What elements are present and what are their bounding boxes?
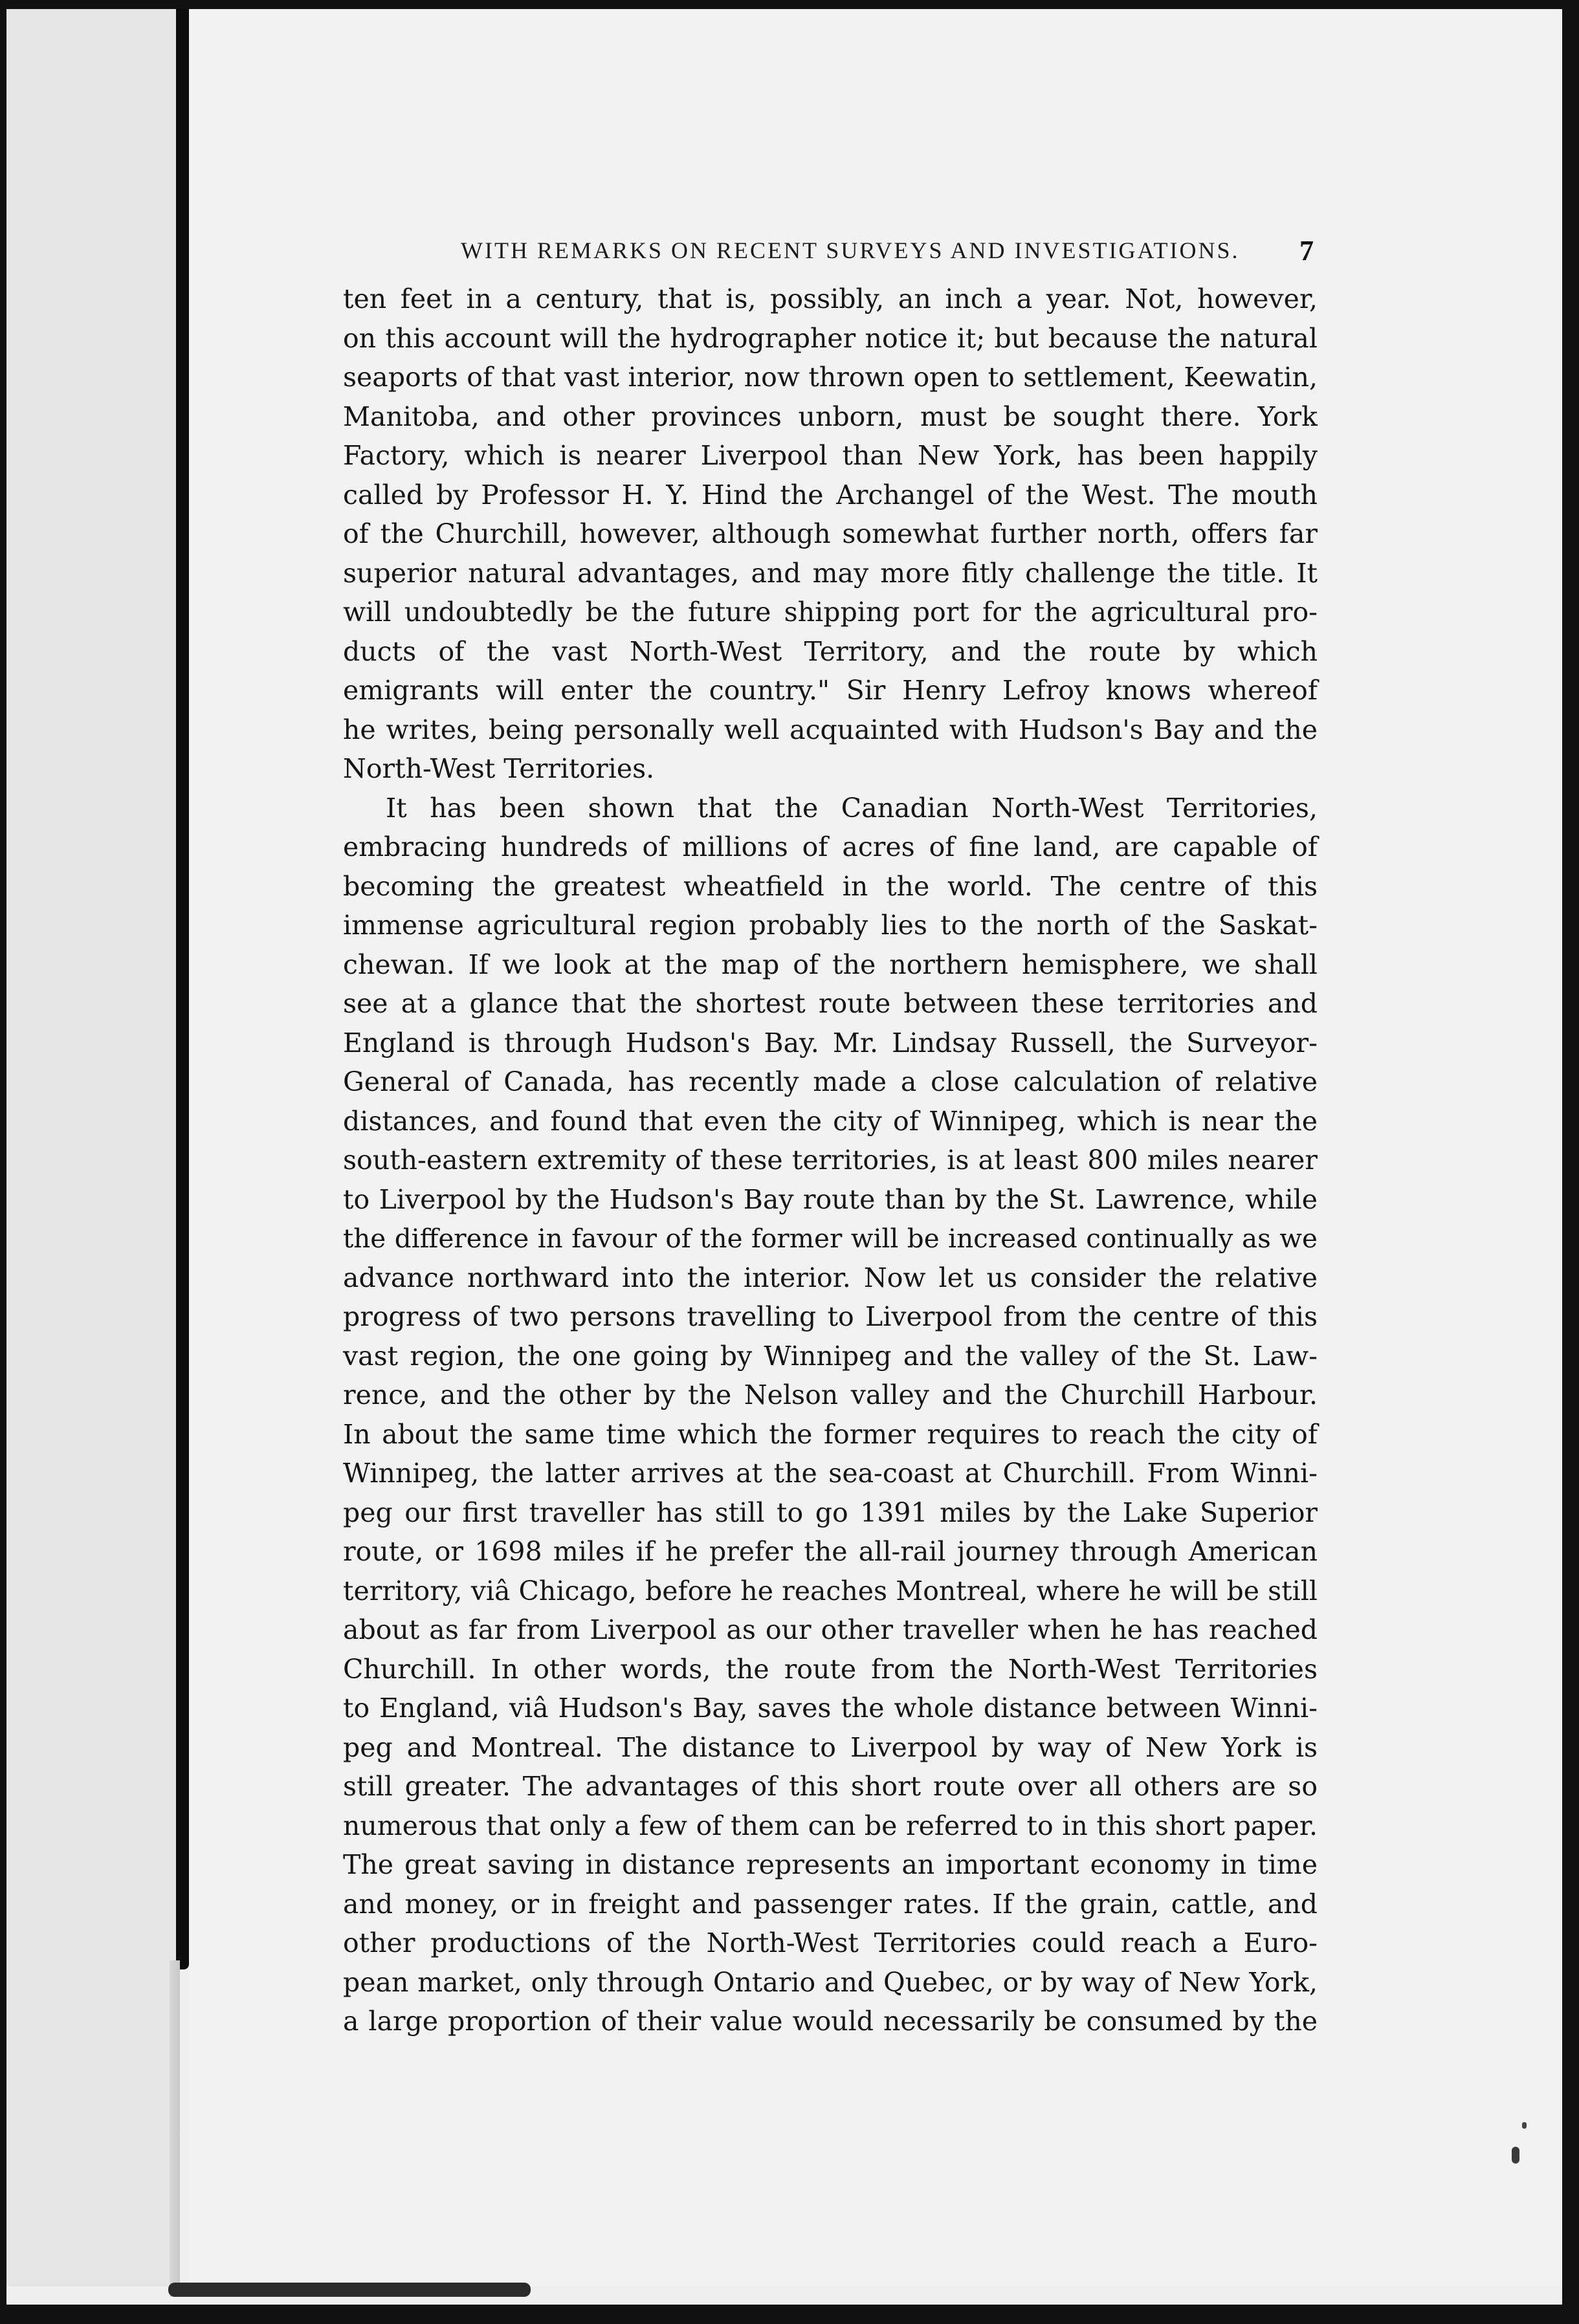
text-line: numerous that only a few of them can be referred to in this short paper. <box>343 1810 1318 1841</box>
running-head: WITH REMARKS ON RECENT SURVEYS AND INVESTIGATIONS. <box>461 237 1240 263</box>
page-number: 7 <box>1299 235 1314 267</box>
text-line: still greater. The advantages of this short route over all others are so <box>343 1771 1318 1802</box>
text-line: ducts of the vast North-West Territory, and the route by which <box>343 635 1318 667</box>
text-line: distances, and found that even the city of Winnipeg, which is near the <box>343 1105 1318 1137</box>
text-line: to England, viâ Hudson's Bay, saves the whole distance between Winni- <box>343 1693 1318 1724</box>
text-line: rence, and the other by the Nelson valley and the Churchill Harbour. <box>343 1379 1318 1410</box>
text-line: route, or 1698 miles if he prefer the all-rail journey through American <box>343 1536 1318 1567</box>
text-line: pean market, only through Ontario and Quebec, or by way of New York, <box>343 1966 1318 1998</box>
text-line: embracing hundreds of millions of acres of fine land, are capable of <box>343 831 1318 862</box>
text-line: progress of two persons travelling to Liverpool from the centre of this <box>343 1301 1318 1332</box>
text-line: of the Churchill, however, although somewhat further north, offers far <box>343 518 1318 549</box>
text-line: General of Canada, has recently made a close calculation of relative <box>343 1066 1318 1097</box>
text-line: see at a glance that the shortest route between these territories and <box>343 988 1318 1019</box>
scan-speck <box>1512 2147 1519 2164</box>
scan-smudge <box>168 2283 531 2297</box>
text-line: North-West Territories. <box>343 753 655 784</box>
text-line: the difference in favour of the former will be increased continually as we <box>343 1223 1318 1254</box>
text-line: a large proportion of their value would necessarily be consumed by the <box>343 2006 1318 2037</box>
text-line: Manitoba, and other provinces unborn, must be sought there. York <box>343 400 1318 432</box>
text-line: ten feet in a century, that is, possibly, an inch a year. Not, however, <box>343 283 1318 314</box>
text-line: other productions of the North-West Territories could reach a Euro- <box>343 1927 1318 1958</box>
scan-speck <box>1522 2122 1527 2129</box>
text-line: immense agricultural region probably lies to the north of the Saskat- <box>343 910 1318 941</box>
text-line: will undoubtedly be the future shipping port for the agricultural pro- <box>343 597 1318 628</box>
text-line: becoming the greatest wheatfield in the world. The centre of this <box>343 870 1318 902</box>
text-line: The great saving in distance represents an important economy in time <box>343 1849 1318 1880</box>
text-line: peg our first traveller has still to go 1391 miles by the Lake Superior <box>343 1496 1318 1528</box>
text-line: Winnipeg, the latter arrives at the sea-coast at Churchill. From Winni- <box>343 1458 1318 1489</box>
text-line: seaports of that vast interior, now thrown open to settlement, Keewatin, <box>343 362 1318 393</box>
text-line: Churchill. In other words, the route from the North-West Territories <box>343 1653 1318 1685</box>
text-line: Factory, which is nearer Liverpool than New York, has been happily <box>343 440 1318 471</box>
text-line: on this account will the hydrographer notice it; but because the natural <box>343 322 1318 354</box>
text-line: advance northward into the interior. Now let us consider the relative <box>343 1262 1318 1293</box>
text-line: and money, or in freight and passenger rates. If the grain, cattle, and <box>343 1888 1318 1920</box>
text-line: about as far from Liverpool as our other traveller when he has reached <box>343 1614 1318 1645</box>
text-line: emigrants will enter the country." Sir Henry Lefroy knows whereof <box>343 675 1318 706</box>
facing-page-edge <box>6 9 176 2286</box>
binding-gutter <box>176 9 189 1969</box>
text-line: superior natural advantages, and may more fitly challenge the title. It <box>343 557 1318 589</box>
text-line: England is through Hudson's Bay. Mr. Lindsay Russell, the Surveyor- <box>343 1027 1318 1058</box>
text-line: to Liverpool by the Hudson's Bay route than by the St. Lawrence, while <box>343 1183 1318 1215</box>
text-line: he writes, being personally well acquainted with Hudson's Bay and the <box>343 714 1318 745</box>
text-line: south-eastern extremity of these territories, is at least 800 miles nearer <box>343 1145 1318 1176</box>
text-line: called by Professor H. Y. Hind the Archangel of the West. The mouth <box>343 479 1318 510</box>
text-line: In about the same time which the former requires to reach the city of <box>343 1418 1318 1450</box>
body-text <box>343 280 1318 2041</box>
gutter-shadow <box>170 1960 180 2297</box>
text-line: vast region, the one going by Winnipeg and the valley of the St. Law- <box>343 1340 1318 1372</box>
text-line: chewan. If we look at the map of the northern hemisphere, we shall <box>343 948 1318 980</box>
text-line: peg and Montreal. The distance to Liverpool by way of New York is <box>343 1731 1318 1763</box>
paragraph-start-line: It has been shown that the Canadian North-West Territories, <box>386 792 1318 824</box>
text-line: territory, viâ Chicago, before he reaches Montreal, where he will be still <box>343 1575 1318 1606</box>
